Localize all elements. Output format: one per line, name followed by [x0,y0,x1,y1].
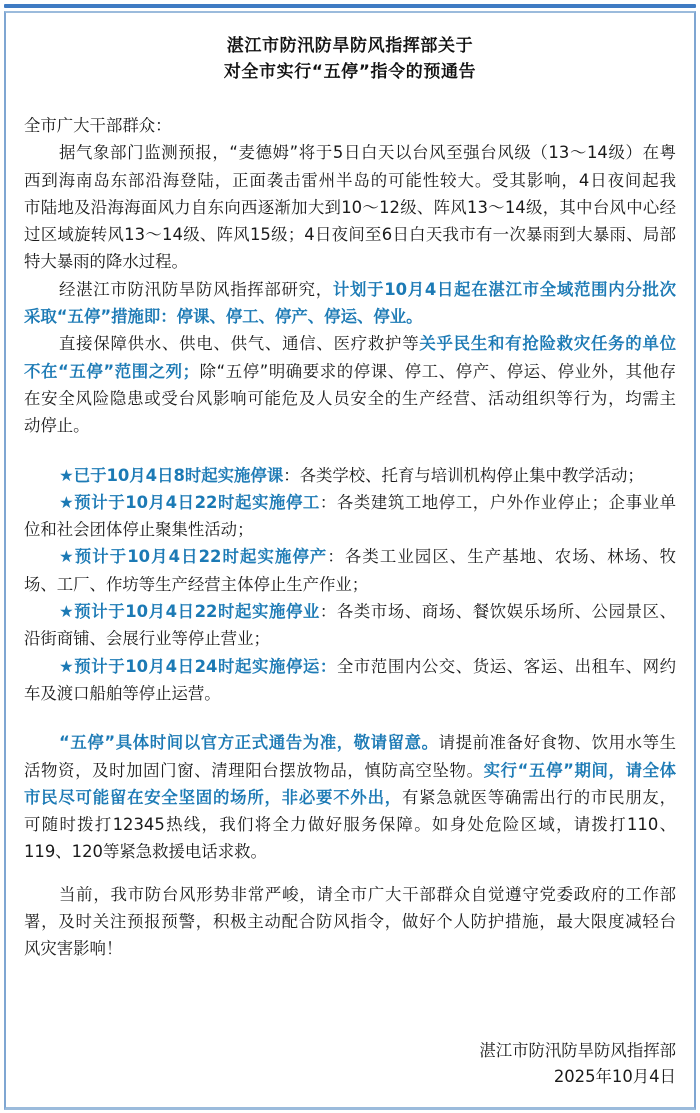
greeting: 全市广大干部群众： [24,116,172,135]
body-text: 活物资，及时加固门窗、清理阳台摆放物品，慎防高空坠物。 [24,760,484,780]
highlighted-text: ★预计于10月4日22时起实施停产 [59,547,328,567]
text-line [24,489,676,516]
text-line [24,462,676,489]
header-accent-bar [4,4,696,8]
body-text: 全市范围内公交、货运、客运、出租车、网约 [336,656,676,676]
body-text: 据气象部门监测预报，“麦德姆”将于5日白天以台风至强台风级（13～14级）在粤 [59,143,676,163]
body-text: 署，及时关注预报预警，积极主动配合防风指令，做好个人防护措施，最大限度减轻台 [24,912,676,932]
five-stops-plan-paragraph [24,276,676,331]
notice-title-line-1: 湛江市防汛防旱防风指挥部关于 [226,36,474,56]
text-line [24,516,676,543]
body-text: 特大暴雨的降水过程。 [24,252,188,272]
text-line [24,543,676,570]
body-text: 动停止。 [24,416,90,436]
text-line [24,194,676,221]
measure-business-suspension [24,598,676,653]
text-line [24,598,676,625]
body-text: ：各类学校、托育与培训机构停止集中教学活动； [283,465,644,485]
text-line [24,811,676,838]
body-text: 119、120等紧急救援电话求救。 [24,842,267,862]
highlighted-text: 关乎民生和有抢险救灾任务的单位 [419,334,676,354]
body-text: 位和社会团体停止聚集性活动； [24,520,254,540]
notice-title-line-2: 对全市实行“五停”指令的预通告 [223,62,477,82]
body-text: 经湛江市防汛防旱防风指挥部研究， [59,279,333,299]
text-line [24,757,676,784]
closing-paragraph [24,881,676,963]
highlighted-text: “五停”具体时间以官方正式通告为准，敬请留意。 [59,733,439,753]
highlighted-text: 实行“五停”期间，请全体 [483,760,676,780]
measure-class-suspension [24,462,676,489]
advisory-paragraph [24,729,676,865]
text-line [24,412,676,439]
text-line [24,784,676,811]
text-line [24,680,676,707]
body-text: 请提前准备好食物、饮用水等生 [438,733,676,753]
body-text: 风灾害影响！ [24,939,123,959]
highlighted-text: ★预计于10月4日24时起实施停运： [59,656,337,676]
text-line [24,625,676,652]
measure-transport-suspension [24,653,676,708]
text-line [24,167,676,194]
signature-date: 2025年10月4日 [553,1067,676,1086]
text-line [24,303,676,330]
text-line [24,838,676,865]
signature-block [479,1038,676,1090]
body-text: ：各类工业园区、生产基地、农场、林场、牧 [327,547,676,567]
highlighted-text: 市民尽可能留在安全坚固的场所，非必要不外出， [24,787,402,807]
body-text: 直接保障供水、供电、供气、通信、医疗救护等 [59,334,420,354]
highlighted-text: 不在“五停”范围之列； [24,361,200,381]
body-text: ：各类市场、商场、餐饮娱乐场所、公园景区、 [319,602,676,622]
highlighted-text: 计划于10月4日起在湛江市全域范围内分批次 [332,279,676,299]
body-text: ：各类建筑工地停工，户外作业停止；企事业单 [319,492,676,512]
forecast-paragraph [24,139,676,275]
text-line [24,653,676,680]
section-gap [24,866,676,881]
text-line [24,221,676,248]
measure-work-suspension [24,489,676,544]
text-line [24,248,676,275]
text-line [24,729,676,756]
highlighted-text: ★已于10月4日8时起实施停课 [59,465,284,485]
measure-production-suspension [24,543,676,598]
body-text: 可随时拨打12345热线，我们将全力做好服务保障。如身处危险区域，请拨打110、 [24,815,676,835]
signature-organization: 湛江市防汛防旱防风指挥部 [479,1041,676,1060]
body-text: 当前，我市防台风形势非常严峻，请全市广大干部群众自觉遵守党委政府的工作部 [59,884,676,904]
body-text: 车及渡口船舶等停止运营。 [24,683,221,703]
text-line [24,276,676,303]
body-text: 有紧急就医等确需出行的市民朋友， [401,787,676,807]
body-text: 西到海南岛东部沿海登陆，正面袭击雷州半岛的可能性较大。受其影响，4日夜间起我 [24,170,676,190]
section-gap [24,440,676,462]
text-line [24,358,676,385]
text-line [24,139,676,166]
text-line [24,935,676,962]
text-line [24,881,676,908]
body-text: 过区域旋转风13～14级、阵风15级；4日夜间至6日白天我市有一次暴雨到大暴雨、局部 [24,225,676,245]
text-line [24,571,676,598]
notice-body [24,112,676,963]
text-line [24,330,676,357]
section-gap [24,707,676,729]
body-text: 场、工厂、作坊等生产经营主体停止生产作业； [24,574,369,594]
body-text: 除“五停”明确要求的停课、停工、停产、停运、停业外，其他存 [199,361,676,381]
exemptions-paragraph [24,330,676,439]
highlighted-text: 采取“五停”措施即：停课、停工、停产、停运、停业。 [24,307,423,327]
highlighted-text: ★预计于10月4日22时起实施停工 [59,492,320,512]
highlighted-text: ★预计于10月4日22时起实施停业 [59,602,320,622]
text-line [24,385,676,412]
body-text: 市陆地及沿海海面风力自东向西逐渐加大到10～12级、阵风13～14级，其中台风中心经 [24,197,676,217]
body-text: 在安全风险隐患或受台风影响可能危及人员安全的生产经营、活动组织等行为，均需主 [24,388,676,408]
text-line [24,908,676,935]
body-text: 沿街商铺、会展行业等停止营业； [24,629,270,649]
